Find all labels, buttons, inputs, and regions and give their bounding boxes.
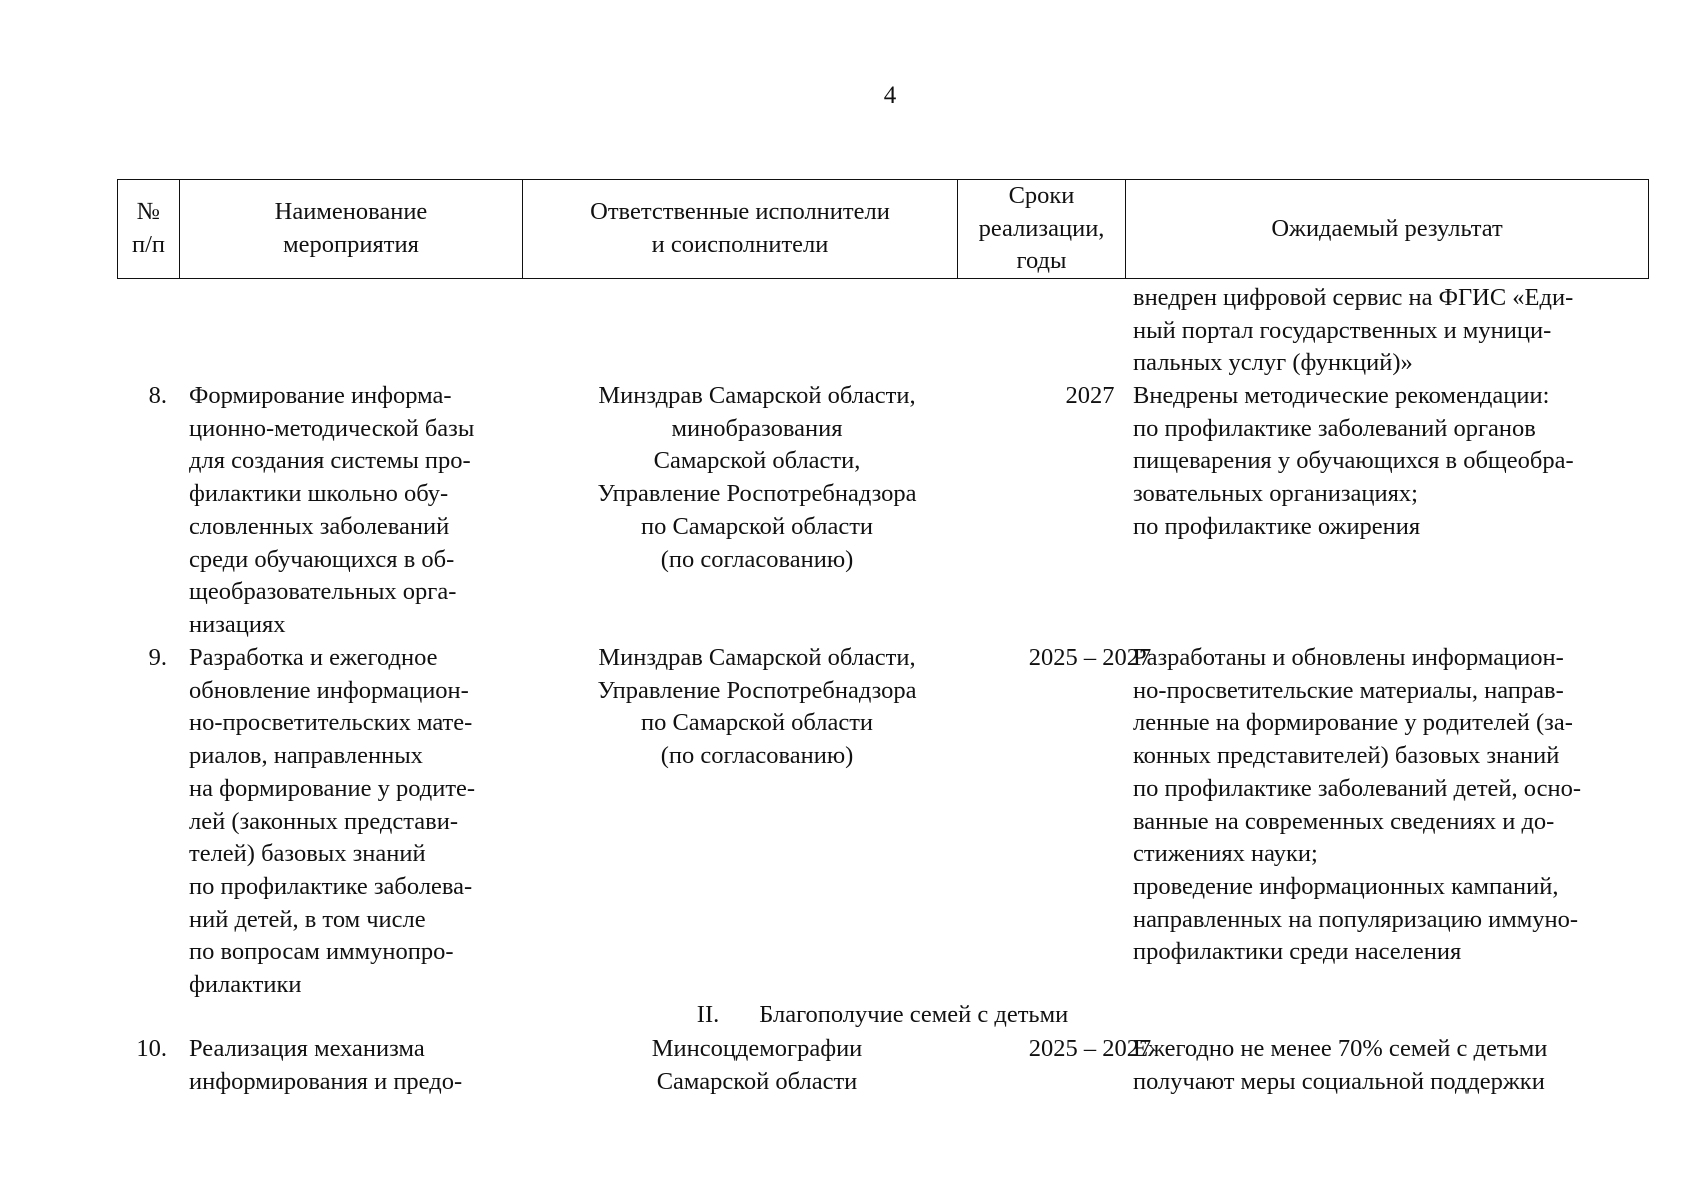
- row-number: 9.: [148, 644, 167, 671]
- executors: Минсоцдемографии Самарской области: [651, 1035, 863, 1095]
- header-terms: Сроки реализации, годы: [958, 180, 1126, 279]
- term: 2025 – 2027: [1028, 644, 1152, 671]
- term: 2025 – 2027: [1028, 1035, 1152, 1062]
- header-name: Наименование мероприятия: [180, 180, 523, 279]
- section-heading: [117, 999, 1648, 1032]
- activity-name: Разработка и ежегодное обновление информацион- но-просветительских мате- риалов, направленных на формирование у родите- лей (законных представи- телей) базовых знаний по профилактике заболева- ний детей, в том числе по вопросам иммунопро- филактики: [189, 644, 476, 999]
- continuation-result: внедрен цифровой сервис на ФГИС «Еди- ный портал государственных и муници- пальных услуг (функций)»: [1133, 284, 1574, 377]
- section-title: Благополучие семей с детьми: [759, 1001, 1069, 1028]
- row-number: 8.: [148, 382, 167, 409]
- expected-result: Ежегодно не менее 70% семей с детьми получают меры социальной поддержки: [1133, 1035, 1548, 1095]
- expected-result: Внедрены методические рекомендации: по профилактике заболеваний органов пищеварения у обучающихся в общеобра- зовательных организациях; по профилактике ожирения: [1133, 382, 1574, 540]
- header-executors: Ответственные исполнители и соисполнители: [523, 180, 958, 279]
- executors: Минздрав Самарской области, минобразования Самарской области, Управление Роспотребнадзора по Самарской области (по согласованию): [597, 382, 917, 573]
- term: 2027: [1065, 382, 1115, 409]
- activity-name: Реализация механизма информирования и предо-: [189, 1035, 463, 1095]
- header-result: Ожидаемый результат: [1126, 180, 1649, 279]
- section-number: II.: [696, 1001, 720, 1028]
- executors: Минздрав Самарской области, Управление Роспотребнадзора по Самарской области (по согласованию): [597, 644, 917, 770]
- table-header: [117, 179, 1649, 279]
- page-number: 4: [883, 82, 897, 109]
- activity-name: Формирование информа- ционно-методической базы для создания системы про- филактики школьно обу- словленных заболеваний среди обучающихся в об- щеобразовательных орга- низациях: [189, 382, 475, 638]
- header-num: № п/п: [118, 180, 180, 279]
- expected-result: Разработаны и обновлены информацион- но-просветительские материалы, направ- ленные на формирование у родителей (за- конных представителей) базовых знаний по профилактике заболеваний детей, осно- ванные на современных сведениях и до- стижениях науки; проведение информационных кампаний, направленных на популяризацию иммуно- профилактики среди населения: [1133, 644, 1582, 966]
- row-number: 10.: [136, 1035, 167, 1062]
